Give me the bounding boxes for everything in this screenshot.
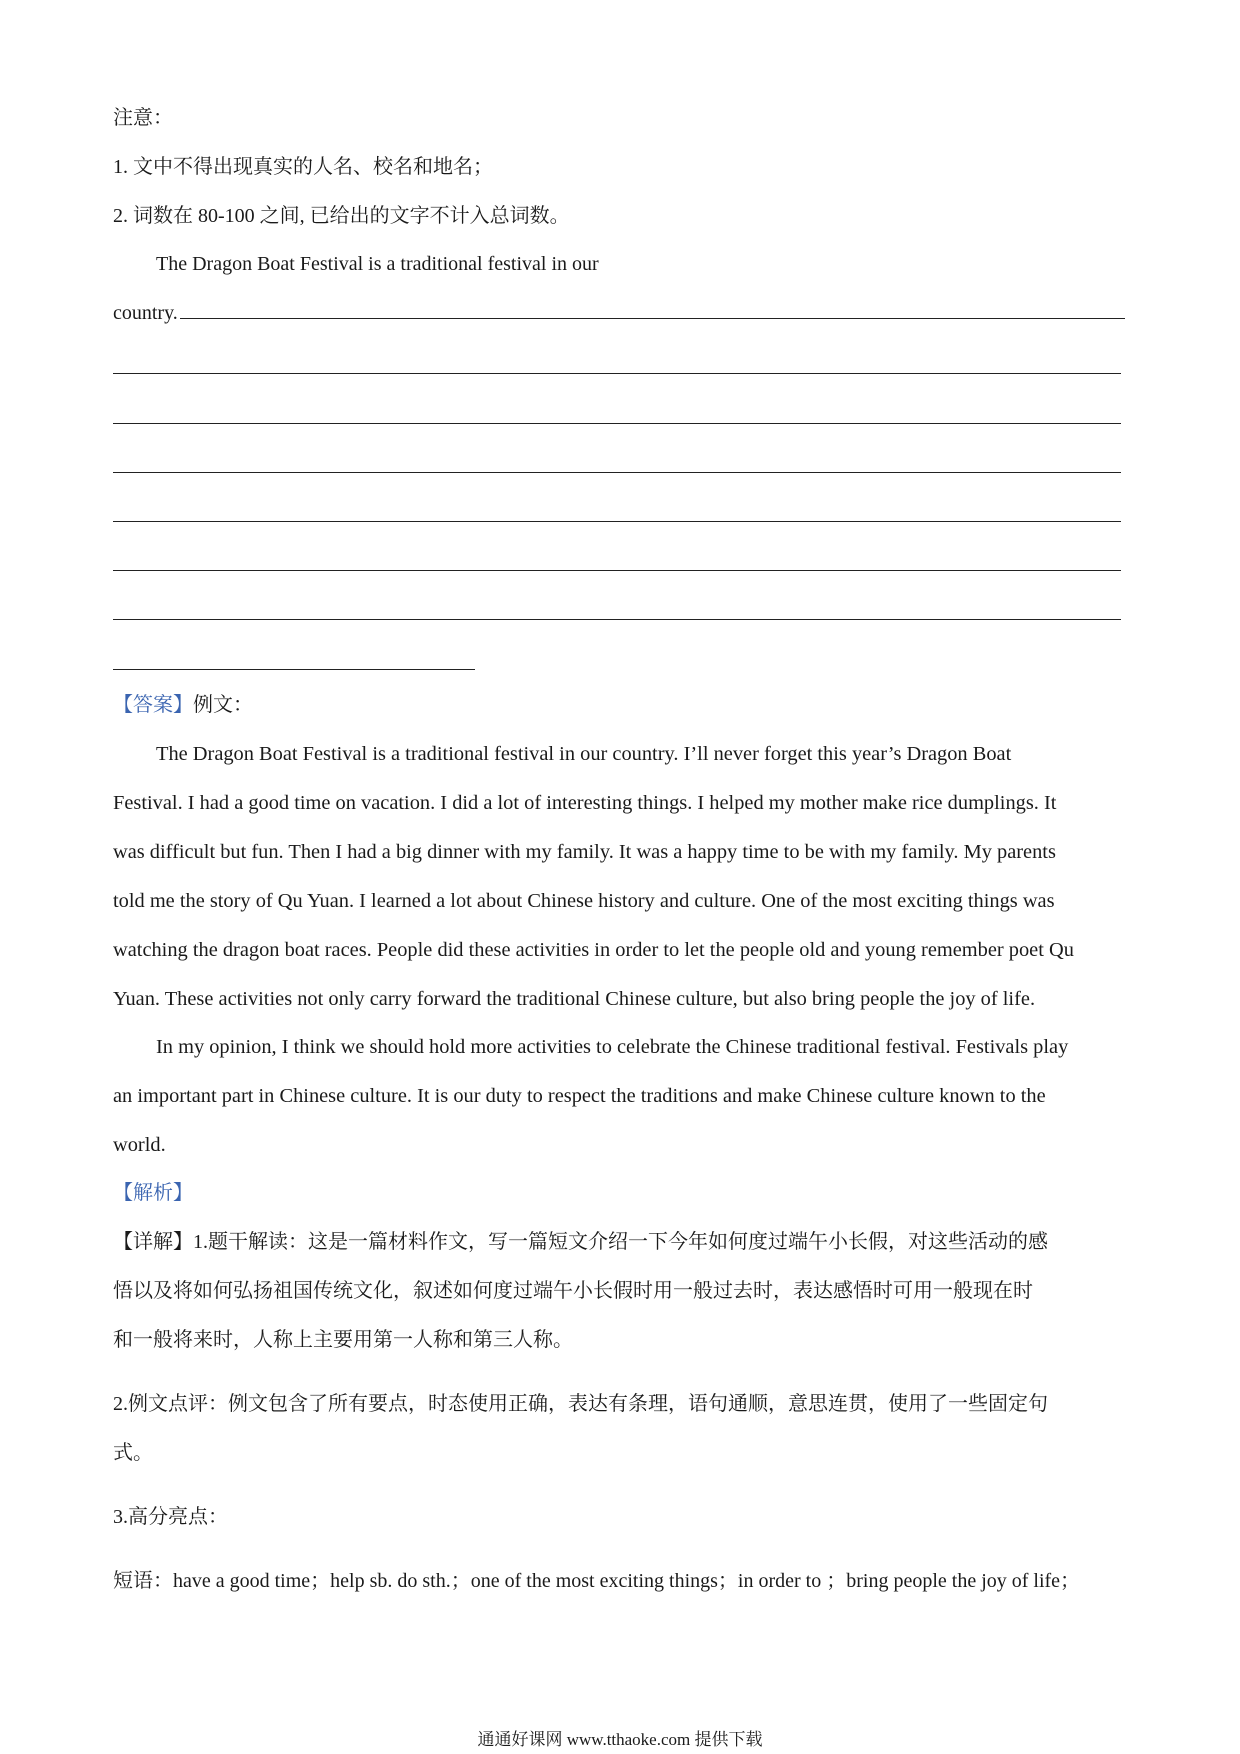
writing-line bbox=[113, 373, 1121, 374]
writing-blank-line bbox=[180, 300, 1125, 319]
answer-line: In my opinion, I think we should hold more activities to celebrate the Chinese traditional festival. Festivals play bbox=[156, 1036, 1069, 1058]
detail-tag: 【详解】 bbox=[113, 1231, 193, 1253]
answer-line: watching the dragon boat races. People did these activities in order to let the people old and young remember poet Qu bbox=[113, 939, 1074, 961]
writing-line bbox=[113, 472, 1121, 473]
page-footer: 通通好课网 www.tthaoke.com 提供下载 bbox=[477, 1730, 763, 1749]
answer-line: Yuan. These activities not only carry forward the traditional Chinese culture, but also bring people the joy of life. bbox=[113, 988, 1036, 1010]
answer-tag: 【答案】 bbox=[113, 694, 193, 716]
review-line: 2.例文点评：例文包含了所有要点，时态使用正确，表达有条理，语句通顺，意思连贯，使用了一些固定句 bbox=[113, 1393, 1048, 1415]
writing-line bbox=[113, 619, 1121, 620]
notes-item-1: 1. 文中不得出现真实的人名、校名和地名； bbox=[113, 156, 493, 178]
writing-line bbox=[113, 570, 1121, 571]
prompt-opening-word: country. bbox=[113, 302, 178, 324]
notes-item-2: 2. 词数在 80-100 之间, 已给出的文字不计入总词数。 bbox=[113, 205, 570, 227]
writing-line bbox=[113, 521, 1121, 522]
detail-line: 和一般将来时，人称上主要用第一人称和第三人称。 bbox=[113, 1329, 573, 1351]
detail-line: 悟以及将如何弘扬祖国传统文化，叙述如何度过端午小长假时用一般过去时，表达感悟时可用一般现在时 bbox=[113, 1280, 1033, 1302]
answer-line: an important part in Chinese culture. It is our duty to respect the traditions and make Chinese culture known to the bbox=[113, 1085, 1046, 1107]
detail-text: 1.题干解读：这是一篇材料作文，写一篇短文介绍一下今年如何度过端午小长假，对这些活动的感 bbox=[193, 1231, 1048, 1253]
answer-line: The Dragon Boat Festival is a traditional festival in our country. I’ll never forget this year’s Dragon Boat bbox=[156, 743, 1012, 765]
notes-heading: 注意： bbox=[113, 107, 173, 129]
phrases-line: 短语：have a good time；help sb. do sth.；one of the most exciting things；in order to ；bring people the joy of life； bbox=[113, 1570, 1081, 1592]
review-line: 式。 bbox=[113, 1442, 153, 1464]
detail-line bbox=[113, 1228, 1048, 1256]
answer-line: world. bbox=[113, 1134, 166, 1156]
prompt-opening-line-2 bbox=[113, 299, 1125, 327]
highlight-heading: 3.高分亮点： bbox=[113, 1506, 228, 1528]
answer-heading bbox=[113, 691, 253, 719]
writing-line-last bbox=[113, 669, 475, 670]
writing-line bbox=[113, 423, 1121, 424]
answer-line: Festival. I had a good time on vacation. I did a lot of interesting things. I helped my mother make rice dumplings. It bbox=[113, 792, 1057, 814]
prompt-opening-line-1: The Dragon Boat Festival is a traditional festival in our bbox=[156, 253, 599, 275]
answer-line: was difficult but fun. Then I had a big dinner with my family. It was a happy time to be with my family. My parents bbox=[113, 841, 1056, 863]
answer-line: told me the story of Qu Yuan. I learned a lot about Chinese history and culture. One of the most exciting things was bbox=[113, 890, 1055, 912]
answer-label: 例文： bbox=[193, 694, 253, 716]
analysis-tag: 【解析】 bbox=[113, 1182, 193, 1204]
